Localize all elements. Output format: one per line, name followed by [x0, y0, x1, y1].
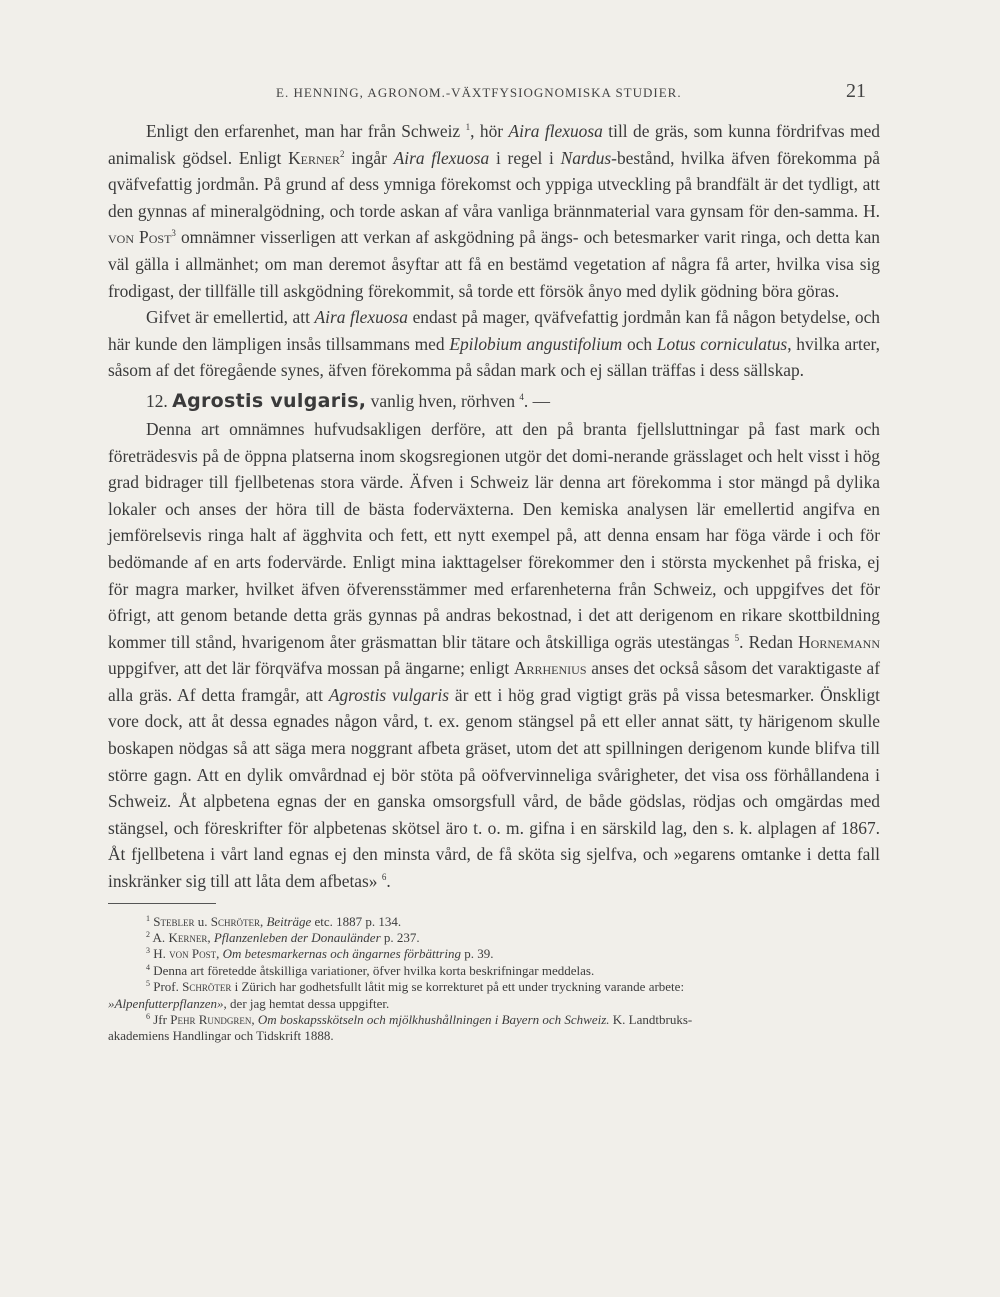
- footnote-ref-6[interactable]: 6: [381, 872, 387, 883]
- section-heading-agrostis: 12. Agrostis vulgaris, vanlig hven, rörhven $^4$. —: [146, 389, 551, 412]
- footnote-ref-5[interactable]: 5: [734, 632, 740, 643]
- footnote-2: $^2$ A. Kerner, Pflanzenleben der Donauländer p. 237.: [146, 930, 420, 946]
- footnote-ref-1[interactable]: 1: [465, 122, 471, 132]
- footnote-ref-3[interactable]: 3: [171, 228, 176, 239]
- footnote-ref-4[interactable]: 4: [519, 391, 524, 402]
- page-number: 21: [846, 80, 866, 102]
- footnote-1: $^1$ Stebler u. Schröter, Beiträge etc. 1887 p. 134.: [146, 913, 402, 929]
- running-title: E. HENNING, AGRONOM.-VÄXTFYSIOGNOMISKA STUDIER.: [276, 85, 682, 100]
- footnote-6: $^6$ Jfr Pehr Rundgren, Om boskapsskötseln och mjölkhushållningen i Bayern och Schweiz. K. Landtbruks-: [146, 1012, 693, 1028]
- footnote-6-continued: akademiens Handlingar och Tidskrift 1888.: [108, 1028, 334, 1044]
- book-page: [108, 72, 880, 1045]
- page-header: [108, 72, 880, 106]
- footnote-4: $^4$ Denna art företedde åtskilliga variationer, öfver hvilka korta beskrifningar meddelas.: [146, 962, 595, 978]
- footnote-3: $^3$ H. von Post, Om betesmarkernas och ängarnes förbättring p. 39.: [146, 946, 494, 962]
- footnote-divider: [108, 903, 216, 904]
- footnote-5: $^5$ Prof. Schröter i Zürich har godhetsfullt låtit mig se korrekturet på ett under tryckning varande arbete:: [146, 979, 685, 995]
- paragraph-aira-flexuosa-soil: Gifvet är emellertid, att Aira flexuosa endast på mager, qväfvefattig jordmån kan få någon betydelse, och här kunde den lämpligen insås tillsammans med Epilobium angustifolium och Lotus corniculatus, hvilka arter, såsom af det föregående synes, äfven förekomma på sådan mark och ej sällan träffas i dess sällskap.: [108, 307, 880, 381]
- paragraph-aira-flexuosa-fertilizer: Enligt den erfarenhet, man har från Schweiz $^1$, hör Aira flexuosa till de gräs, som kunna fördrifvas med animalisk gödsel. Enligt Kerner$^2$ ingår Aira flexuosa i regel i Nardus-bestånd, hvilka äfven förekomma på qväfvefattig jordmån. På grund af dess ymniga förekomst och yppiga utveckling på brandfält är det tydligt, att den gynnas af mineralgödning, och torde askan af våra vanliga brännmaterial vara gynsam för den-samma. H. von Post$^3$ omnämner visserligen att verkan af askgödning på ängs- och betesmarker varit ringa, och detta kan väl gälla i allmänhet; om man deremot åsyftar att få en bestämd vegetation af några få arter, hvilka visa sig frodigast, der tillfälle till askgödning förekommit, så torde ett försök ånyo med dylik gödning böra göras.: [108, 121, 881, 301]
- footnote-5-continued: »Alpenfutterpflanzen», der jag hemtat dessa uppgifter.: [108, 995, 390, 1011]
- footnotes: [108, 914, 880, 1045]
- species-name: Agrostis vulgaris,: [172, 389, 367, 412]
- paragraph-agrostis-vulgaris: Denna art omnämnes hufvudsakligen derföre, att den på branta fjellsluttningar på fast mark och företrädesvis på de öppna platserna inom skogsregionen utgör det domi-nerande grässlaget och helt visst i hög grad bidrager till fjellbetenas stora värde. Äfven i Schweiz lär denna art förekomma i stor mängd på dylika lokaler och anses der höra till de bästa foderväxterna. Den kemiska analysen lär emellertid angifva en jemförelsevis ringa halt af ägghvita och fett, ett nytt exempel på, att denna ensam har föga värde i och för bedömande af en arts fodervärde. Enligt mina iakttagelser förekommer den i största myckenhet på friska, ej för magra marker, hvilket äfven öfverensstämmer med erfarenheterna från Schweiz, och uppgifves det för öfrigt, att genom betande detta gräs gynnas på andras bekostnad, i det att derigenom en rikare skottbildning kommer till stånd, hvarigenom åter gräsmattan blir tätare och åtskilliga ogräs utestängas $^5$. Redan Hornemann uppgifver, att det lär förqväfva mossan på ängarne; enligt Arrhenius anses det också såsom det varaktigaste af alla gräs. Af detta framgår, att Agrostis vulgaris är ett i hög grad vigtigt gräs på vissa betesmarker. Önskligt vore dock, att åt dessa egnades någon vård, t. ex. genom stängsel på ett eller annat sätt, ty härigenom skulle boskapen nödgas så att säga mera noggrant afbeta gräset, utom det att spillningen derigenom kunde blifva till större gagn. Att en dylik omvårdnad ej bör stöta på oöfvervinneliga svårigheter, det visa oss förhållandena i Schweiz. Åt alpbetena egnas der en ganska omsorgsfull vård, de både gödslas, rödjas och omgärdas med stängsel, och föreskrifter för alpbetenas skötsel äro t. o. m. gifna i en särskild lag, den s. k. alplagen af 1867. Åt fjellbetena i vårt land egnas ej den minsta vård, de få sköta sig sjelfva, och »egarens omtanke i detta fall inskränker sig till att låta dem afbetas» $^6$.: [108, 418, 881, 892]
- footnote-ref-2[interactable]: 2: [339, 148, 345, 159]
